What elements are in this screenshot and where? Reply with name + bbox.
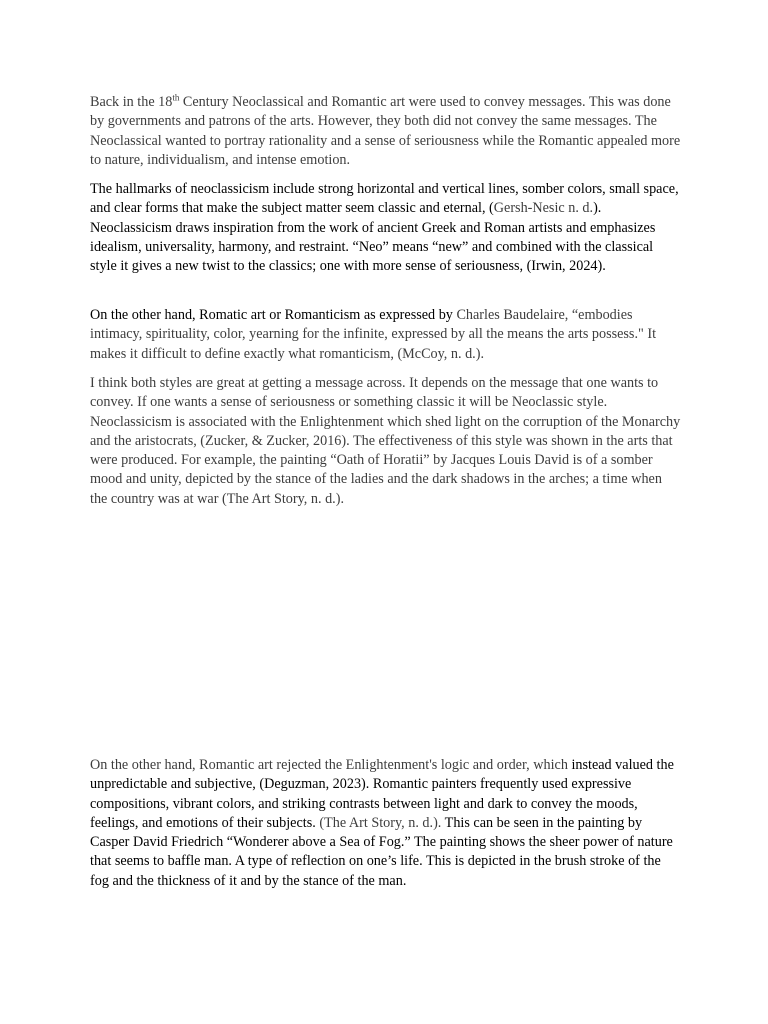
p4-text: I think both styles are great at getting a message across. It depends on the message that one wants to convey. If one wants a sense of seriousness or something classic it will be Neoclassic style. Neoclassicism is associated with the Enlightenment which shed light on the corruption of the Monarchy and the aristocrats, (Zucker, & Zucker, 2016). The effectiveness of this style was shown in the arts that were produced. For example, the painting “Oath of Horatii” by Jacques Louis David is of a somber mood and unity, depicted by the stance of the ladies and the dark shadows in the arches; a time when the country was at war (The Art Story, n. d.). xyxy=(90,375,681,507)
p5-text-start: On the other hand, Romantic art rejected the Enlightenment's logic and order, which xyxy=(90,757,572,773)
p1-text-start: Back in the 18 xyxy=(90,94,173,110)
paragraph-1 xyxy=(90,93,682,170)
p1-text-rest: Century Neoclassical and Romantic art were used to convey messages. This was done by governments and patrons of the arts. However, they both did not convey the same messages. The Neoclassical wanted to portray rationality and a sense of seriousness while the Romantic appealed more to nature, individualism, and intense emotion. xyxy=(90,94,681,168)
paragraph-4 xyxy=(90,374,682,509)
paragraph-2 xyxy=(90,180,682,276)
paragraph-5 xyxy=(90,756,682,891)
p3-text-start: On the other hand, Romatic art or Romanticism as expressed by xyxy=(90,307,457,323)
p3-quote: Charles Baudelaire, “embodies intimacy, spirituality, color, yearning for the infinite, expressed by all the means the arts possess." It makes it difficult to define exactly what romanticism, (McCoy, n. d.). xyxy=(90,307,657,362)
p5-citation: (The Art Story, n. d.). xyxy=(319,814,442,831)
p5-text-rest: This can be seen in the painting by Casper David Friedrich “Wonderer above a Sea of Fog.” The painting shows the sheer power of nature that seems to baffle man. A type of reflection on one’s life. This is depicted in the brush stroke of the fog and the thickness of it and by the stance of the man. xyxy=(90,814,673,889)
paragraph-3 xyxy=(90,306,682,364)
p2-citation: Gersh-Nesic n. d. xyxy=(493,200,594,217)
p2-text-rest: ). Neoclassicism draws inspiration from the work of ancient Greek and Roman artists and emphasizes idealism, universality, harmony, and restraint. “Neo” means “new” and combined with the classical style it gives a new twist to the classics; one with more sense of seriousness, (Irwin, 2024). xyxy=(90,200,656,275)
p5-text-middle: instead valued the unpredictable and subjective, (Deguzman, 2023). Romantic painters frequently used expressive compositions, vibrant colors, and striking contrasts between light and dark to convey the moods, feelings, and emotions of their subjects. xyxy=(90,757,674,831)
p2-text-start: The hallmarks of neoclassicism include strong horizontal and vertical lines, somber colors, small space, and clear forms that make the subject matter seem classic and eternal, ( xyxy=(90,181,679,217)
p1-superscript: th xyxy=(172,92,180,103)
